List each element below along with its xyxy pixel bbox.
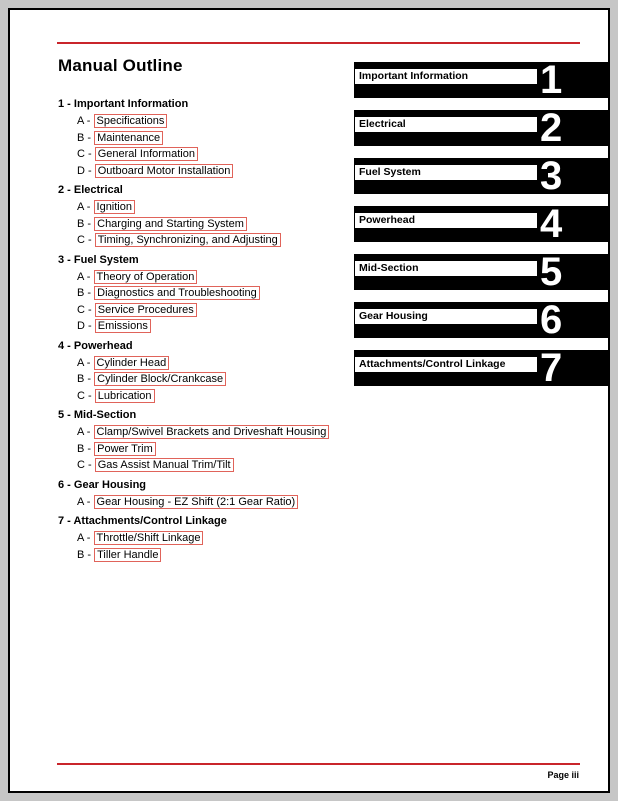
outline-section (58, 184, 358, 248)
section-tab[interactable] (354, 346, 608, 390)
outline-item (58, 389, 358, 404)
outline-link[interactable]: Charging and Starting System (94, 217, 247, 231)
top-red-rule (57, 42, 580, 44)
tab-number: 4 (540, 202, 563, 246)
outline-list (58, 98, 358, 568)
item-letter: B - (77, 131, 95, 144)
item-letter: A - (77, 115, 94, 127)
item-letter: C - (77, 303, 95, 316)
item-letter: A - (77, 356, 94, 369)
tab-label: Attachments/Control Linkage (354, 356, 538, 373)
tab-list (354, 58, 608, 398)
tab-number: 3 (540, 154, 563, 198)
item-letter: B - (77, 287, 95, 299)
outline-item (58, 303, 358, 318)
item-letter: B - (77, 373, 95, 385)
outline-section (58, 340, 358, 404)
outline-link[interactable]: Specifications (94, 114, 168, 128)
section-tab[interactable] (354, 58, 608, 102)
outline-link[interactable]: Theory of Operation (94, 270, 198, 284)
item-letter: C - (77, 459, 95, 471)
section-tab[interactable] (354, 250, 608, 294)
page-title: Manual Outline (58, 56, 183, 75)
section-heading: 5 - Mid-Section (58, 409, 137, 421)
item-letter: A - (77, 532, 94, 544)
outline-link[interactable]: Maintenance (94, 131, 163, 145)
bottom-red-rule (57, 763, 580, 765)
outline-item (58, 372, 358, 387)
page-number: Page iii (547, 770, 579, 780)
outline-link[interactable]: Throttle/Shift Linkage (94, 531, 204, 545)
outline-link[interactable]: Tiller Handle (94, 548, 161, 562)
outline-item (58, 147, 358, 162)
outline-section (58, 479, 358, 510)
outline-item (58, 531, 358, 546)
outline-item (58, 233, 358, 248)
outline-item (58, 200, 358, 215)
item-letter: D - (77, 164, 95, 177)
item-letter: A - (77, 201, 94, 213)
outline-item (58, 319, 358, 334)
section-tab[interactable] (354, 154, 608, 198)
outline-item (58, 425, 358, 440)
item-letter: A - (77, 426, 94, 438)
tab-number: 7 (540, 346, 563, 390)
outline-section (58, 515, 358, 562)
outline-link[interactable]: General Information (95, 147, 198, 161)
outline-item (58, 270, 358, 285)
tab-number: 2 (540, 106, 563, 150)
outline-link[interactable]: Service Procedures (95, 303, 197, 317)
tab-number: 6 (540, 298, 563, 342)
tab-label: Gear Housing (354, 308, 538, 325)
item-letter: B - (77, 217, 95, 230)
outline-item (58, 131, 358, 146)
outline-link[interactable]: Cylinder Head (94, 356, 170, 370)
outline-link[interactable]: Ignition (94, 200, 135, 214)
section-heading: 1 - Important Information (58, 98, 189, 110)
section-heading: 4 - Powerhead (58, 339, 133, 352)
outline-item (58, 458, 358, 473)
tab-number: 5 (540, 250, 563, 294)
item-letter: D - (77, 320, 95, 332)
outline-section (58, 409, 358, 473)
section-heading: 2 - Electrical (58, 184, 123, 196)
item-letter: B - (77, 548, 95, 561)
outline-section (58, 254, 358, 334)
outline-link[interactable]: Power Trim (94, 442, 156, 456)
outline-item (58, 286, 358, 301)
outline-item (58, 114, 358, 129)
outline-item (58, 217, 358, 232)
manual-page (8, 8, 610, 793)
tab-number: 1 (540, 58, 563, 102)
item-letter: B - (77, 442, 95, 455)
section-tab[interactable] (354, 298, 608, 342)
item-letter: C - (77, 389, 95, 402)
outline-item (58, 164, 358, 179)
section-heading: 7 - Attachments/Control Linkage (58, 515, 227, 527)
item-letter: A - (77, 495, 94, 508)
outline-item (58, 442, 358, 457)
outline-link[interactable]: Clamp/Swivel Brackets and Driveshaft Housing (94, 425, 330, 439)
item-letter: C - (77, 234, 95, 246)
outline-link[interactable]: Cylinder Block/Crankcase (94, 372, 226, 386)
tab-label: Fuel System (354, 164, 538, 181)
tab-label: Important Information (354, 68, 538, 85)
outline-item (58, 495, 358, 510)
outline-link[interactable]: Timing, Synchronizing, and Adjusting (95, 233, 281, 247)
item-letter: C - (77, 148, 95, 160)
outline-section (58, 98, 358, 178)
section-tab[interactable] (354, 202, 608, 246)
outline-link[interactable]: Lubrication (95, 389, 155, 403)
outline-link[interactable]: Gear Housing - EZ Shift (2:1 Gear Ratio) (94, 495, 299, 509)
outline-item (58, 548, 358, 563)
outline-link[interactable]: Gas Assist Manual Trim/Tilt (95, 458, 234, 472)
tab-label: Mid-Section (354, 260, 538, 277)
outline-item (58, 356, 358, 371)
section-heading: 3 - Fuel System (58, 253, 139, 266)
outline-link[interactable]: Emissions (95, 319, 151, 333)
section-heading: 6 - Gear Housing (58, 478, 147, 491)
tab-label: Electrical (354, 116, 538, 133)
section-tab[interactable] (354, 106, 608, 150)
item-letter: A - (77, 270, 94, 283)
tab-label: Powerhead (354, 212, 538, 229)
outline-link[interactable]: Outboard Motor Installation (95, 164, 234, 178)
outline-link[interactable]: Diagnostics and Troubleshooting (94, 286, 260, 300)
